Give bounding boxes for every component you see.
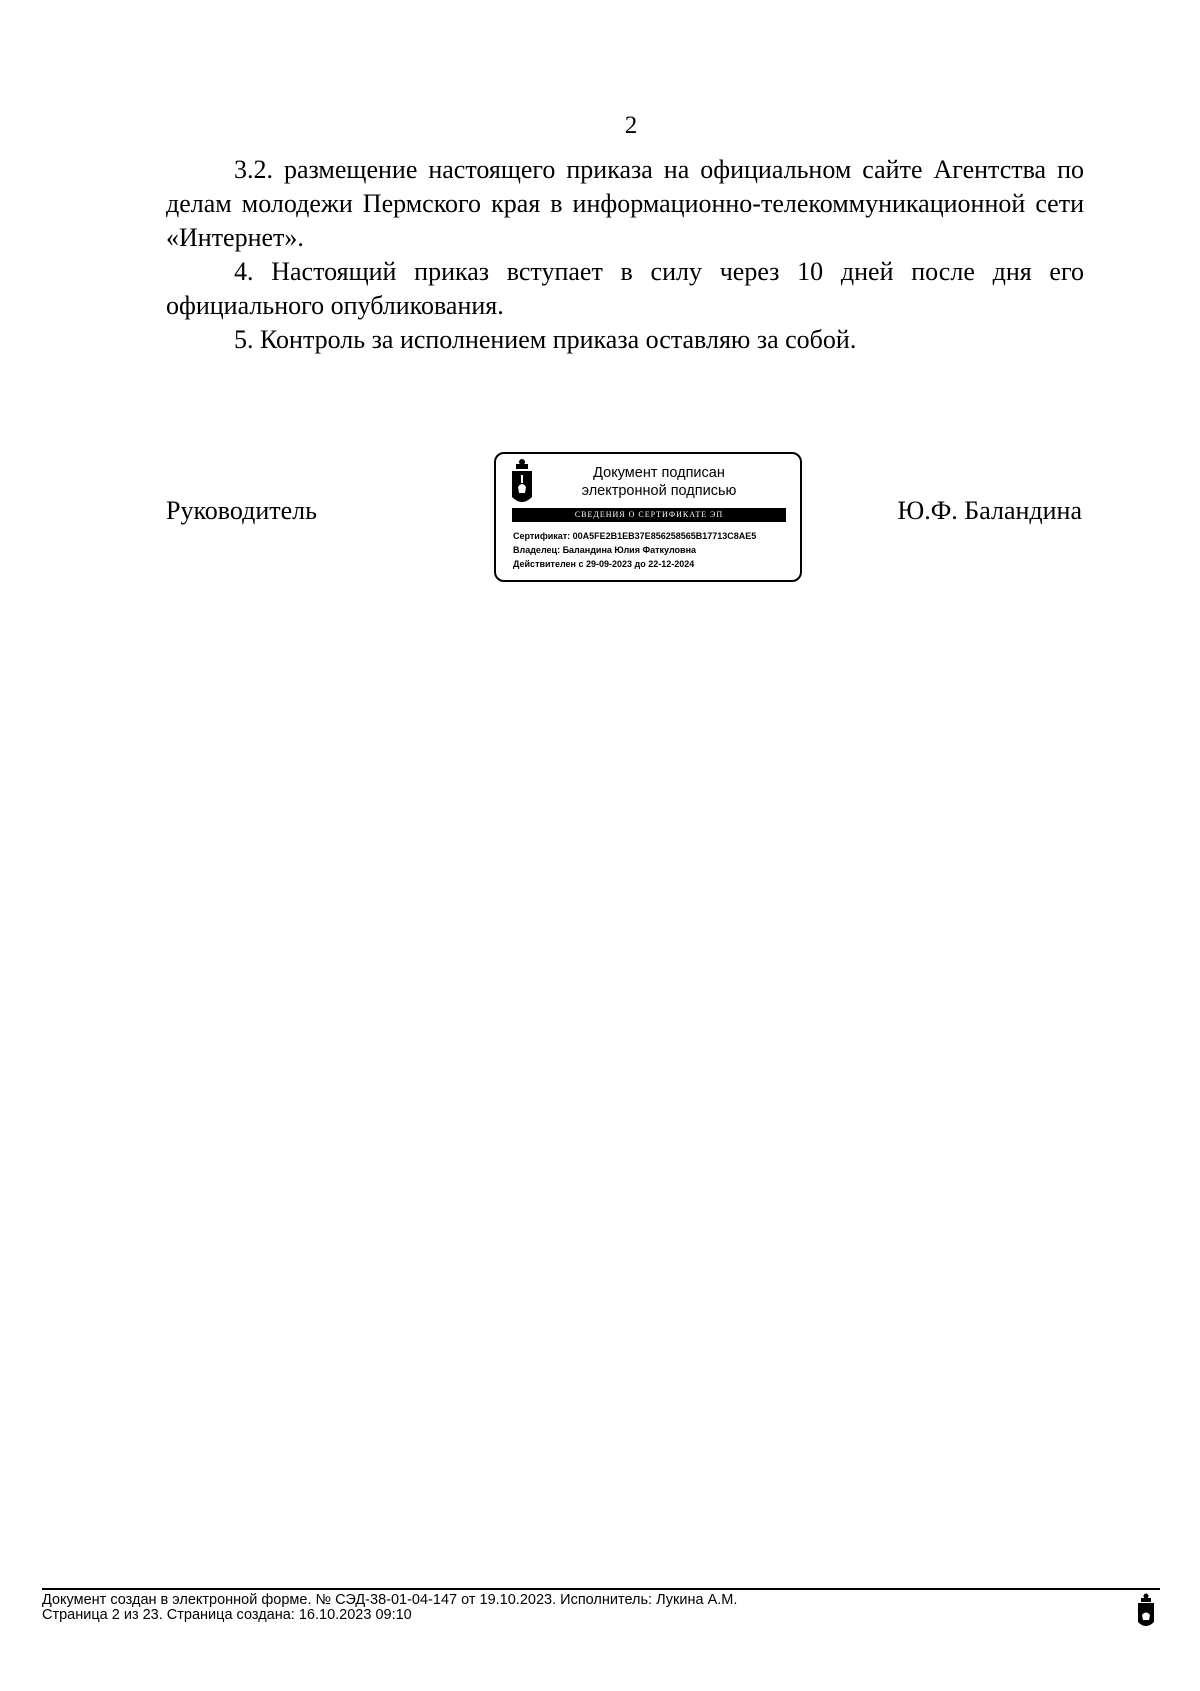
document-body	[166, 153, 1084, 357]
page-number: 2	[624, 112, 638, 139]
footer	[42, 1593, 737, 1623]
electronic-signature-stamp	[494, 452, 802, 582]
footer-line-2: Страница 2 из 23. Страница создана: 16.10.2023 09:10	[42, 1607, 412, 1623]
stamp-title-line-2: электронной подписью	[581, 483, 737, 499]
stamp-certificate-header: СВЕДЕНИЯ О СЕРТИФИКАТЕ ЭП	[512, 508, 786, 522]
stamp-validity: Действителен с 29-09-2023 до 22-12-2024	[513, 559, 695, 569]
stamp-title	[544, 464, 774, 500]
footer-line-1: Документ создан в электронной форме. № СЭД-38-01-04-147 от 19.10.2023. Исполнитель: Лукина А.М.	[42, 1592, 738, 1608]
coat-of-arms-icon	[510, 457, 534, 509]
stamp-title-line-1: Документ подписан	[593, 465, 725, 481]
paragraph-4: 4. Настоящий приказ вступает в силу через 10 дней после дня его официального опубликования.	[166, 257, 1084, 320]
paragraph-3-2: 3.2. размещение настоящего приказа на официальном сайте Агентства по делам молодежи Пермского края в информационно-телекоммуникационной сети «Интернет».	[166, 155, 1084, 252]
signatory-name: Ю.Ф. Баландина	[897, 496, 1082, 525]
stamp-certificate-details	[513, 529, 798, 571]
footer-divider	[42, 1588, 1160, 1590]
paragraph-5: 5. Контроль за исполнением приказа оставляю за собой.	[234, 325, 857, 354]
stamp-certificate-number: Сертификат: 00A5FE2B1EB37E856258565B17713C8AE5	[513, 531, 757, 541]
coat-of-arms-icon	[1136, 1592, 1156, 1630]
stamp-owner: Владелец: Баландина Юлия Фаткуловна	[513, 545, 697, 555]
signatory-title: Руководитель	[166, 496, 317, 525]
